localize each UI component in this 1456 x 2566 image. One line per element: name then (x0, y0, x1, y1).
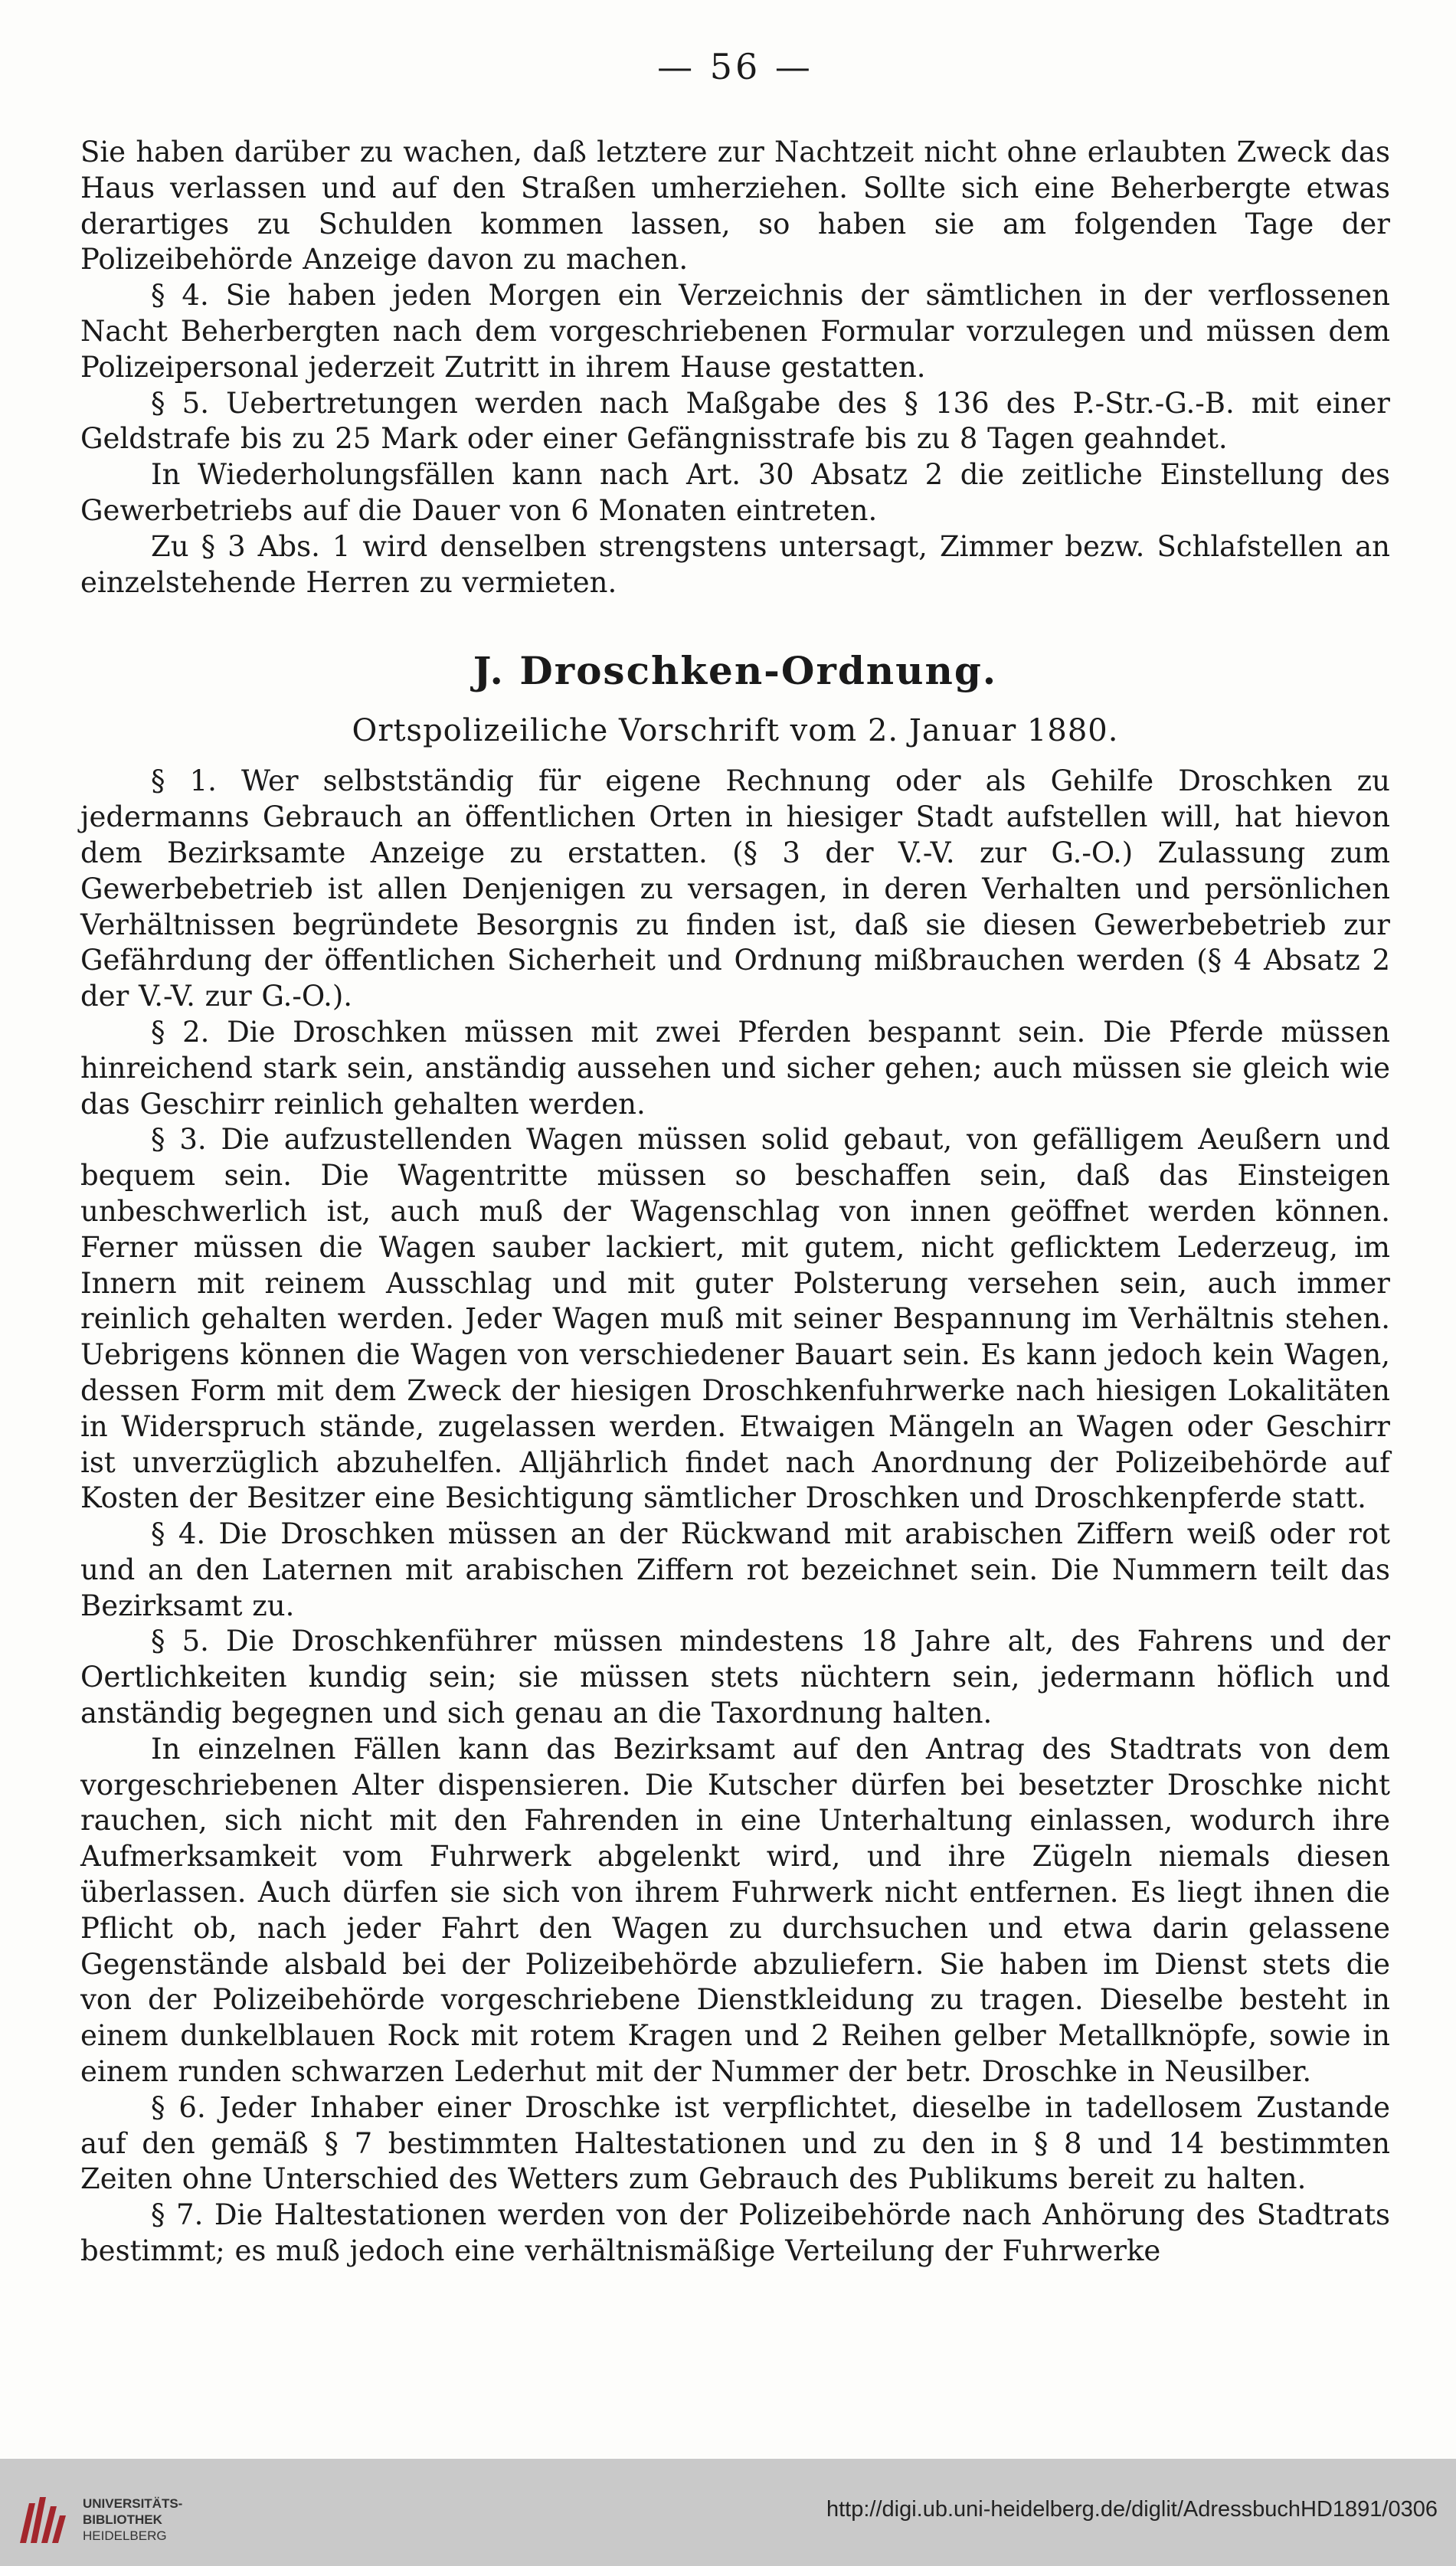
page-number: — 56 — (657, 46, 813, 87)
paragraph: Zu § 3 Abs. 1 wird denselben strengstens untersagt, Zimmer bezw. Schlafstellen an einzelstehende Herren zu vermieten. (80, 529, 1390, 599)
library-name-line: BIBLIOTHEK (83, 2512, 162, 2527)
paragraph: § 4. Die Droschken müssen an der Rückwand mit arabischen Ziffern weiß oder rot und an den Laternen mit arabischen Ziffern rot bezeichnet sein. Die Nummern teilt das Bezirksamt zu. (80, 1517, 1390, 1622)
paragraph: § 1. Wer selbstständig für eigene Rechnung oder als Gehilfe Droschken zu jedermanns Gebrauch an öffentlichen Orten in hiesiger Stadt aufstellen will, hat hievon dem Bezirksamte Anzeige zu erstatten. (§ 3 der V.-V. zur G.-O.) Zulassung zum Gewerbebetrieb ist allen Denjenigen zu versagen, in deren Verhalten und persönlichen Verhältnissen begründete Besorgnis zu finden ist, daß sie diesen Gewerbebetrieb zur Gefährdung der öffentlichen Sicherheit und Ordnung mißbrauchen werden (§ 4 Absatz 2 der V.-V. zur G.-O.). (80, 764, 1390, 1013)
library-name-line: HEIDELBERG (83, 2528, 167, 2543)
source-url-link[interactable]: http://digi.ub.uni-heidelberg.de/diglit/AdressbuchHD1891/0306 (826, 2497, 1438, 2522)
paragraph: § 4. Sie haben jeden Morgen ein Verzeichnis der sämtlichen in der verflossenen Nacht Beherbergten nach dem vorgeschriebenen Formular vorzulegen und müssen dem Polizeipersonal jederzeit Zutritt in ihrem Hause gestatten. (80, 279, 1390, 384)
paragraph: § 2. Die Droschken müssen mit zwei Pferden bespannt sein. Die Pferde müssen hinreichend stark sein, anständig aussehen und sicher gehen; auch müssen sie gleich wie das Geschirr reinlich gehalten werden. (80, 1015, 1390, 1121)
paragraph: § 3. Die aufzustellenden Wagen müssen solid gebaut, von gefälligem Aeußern und bequem sein. Die Wagentritte müssen so beschaffen sein, daß das Einsteigen unbeschwerlich ist, auch muß der Wagenschlag von innen geöffnet werden können. Ferner müssen die Wagen sauber lackiert, mit gutem, nicht geflicktem Lederzeug, im Innern mit reinem Ausschlag und mit guter Polsterung versehen sein, auch immer reinlich gehalten werden. Jeder Wagen muß mit seiner Bespannung im Verhältnis stehen. Uebrigens können die Wagen von verschiedener Bauart sein. Es kann jedoch kein Wagen, dessen Form mit dem Zweck der hiesigen Droschkenfuhrwerke nach hiesigen Lokalitäten in Widerspruch stände, zugelassen werden. Etwaigen Mängeln an Wagen oder Geschirr ist unverzüglich abzuhelfen. Alljährlich findet nach Anordnung der Polizeibehörde auf Kosten der Besitzer eine Besichtigung sämtlicher Droschken und Droschkenpferde statt. (80, 1123, 1390, 1515)
section-heading: J. Droschken-Ordnung. (473, 648, 998, 694)
paragraph: In Wiederholungsfällen kann nach Art. 30 Absatz 2 die zeitliche Einstellung des Gewerbetriebs auf die Dauer von 6 Monaten eintreten. (80, 458, 1390, 527)
paragraph: In einzelnen Fällen kann das Bezirksamt auf den Antrag des Stadtrats von dem vorgeschriebenen Alter dispensieren. Die Kutscher dürfen bei besetzter Droschke nicht rauchen, sich nicht mit den Fahrenden in eine Unterhaltung einlassen, wodurch ihre Aufmerksamkeit vom Fuhrwerk abgelenkt wird, und ihre Zügeln niemals diesen überlassen. Auch dürfen sie sich von ihrem Fuhrwerk nicht entfernen. Es liegt ihnen die Pflicht ob, nach jeder Fahrt den Wagen zu durchsuchen und etwa darin gelassene Gegenstände alsbald bei der Polizeibehörde abzuliefern. Sie haben im Dienst stets die von der Polizeibehörde vorgeschriebene Dienstkleidung zu tragen. Dieselbe besteht in einem dunkelblauen Rock mit rotem Kragen und 2 Reihen gelber Metallknöpfe, sowie in einem runden schwarzen Lederhut mit der Nummer der betr. Droschke in Neusilber. (80, 1732, 1390, 2089)
library-name (83, 2496, 182, 2544)
paragraph: § 6. Jeder Inhaber einer Droschke ist verpflichtet, dieselbe in tadellosem Zustande auf den gemäß § 7 bestimmten Haltestationen und zu den in § 8 und 14 bestimmten Zeiten ohne Unterschied des Wetters zum Gebrauch des Publikums bereit zu halten. (80, 2090, 1390, 2196)
footer-band (0, 2459, 1456, 2566)
paragraph: § 7. Die Haltestationen werden von der Polizeibehörde nach Anhörung des Stadtrats bestimmt; es muß jedoch eine verhältnismäßige Verteilung der Fuhrwerke (80, 2198, 1390, 2268)
paragraph: § 5. Die Droschkenführer müssen mindestens 18 Jahre alt, des Fahrens und der Oertlichkeiten kundig sein; sie müssen stets nüchtern sein, jedermann höflich und anständig begegnen und sich genau an die Taxordnung halten. (80, 1625, 1390, 1730)
section-subheading: Ortspolizeiliche Vorschrift vom 2. Januar 1880. (352, 713, 1119, 749)
library-name-line: UNIVERSITÄTS- (83, 2496, 183, 2511)
paragraph: § 5. Uebertretungen werden nach Maßgabe des § 136 des P.-Str.-G.-B. mit einer Geldstrafe bis zu 25 Mark oder einer Gefängnisstrafe bis zu 8 Tagen geahndet. (80, 386, 1390, 456)
paragraph: Sie haben darüber zu wachen, daß letztere zur Nachtzeit nicht ohne erlaubten Zweck das Haus verlassen und auf den Straßen umherziehen. Sollte sich eine Beherbergte etwas derartiges zu Schulden kommen lassen, so haben sie am folgenden Tage der Polizeibehörde Anzeige davon zu machen. (80, 136, 1390, 277)
paragraphs-main (80, 764, 1390, 2269)
library-logo-icon (14, 2489, 75, 2551)
page-content (80, 38, 1390, 2270)
paragraphs-top (80, 135, 1390, 601)
